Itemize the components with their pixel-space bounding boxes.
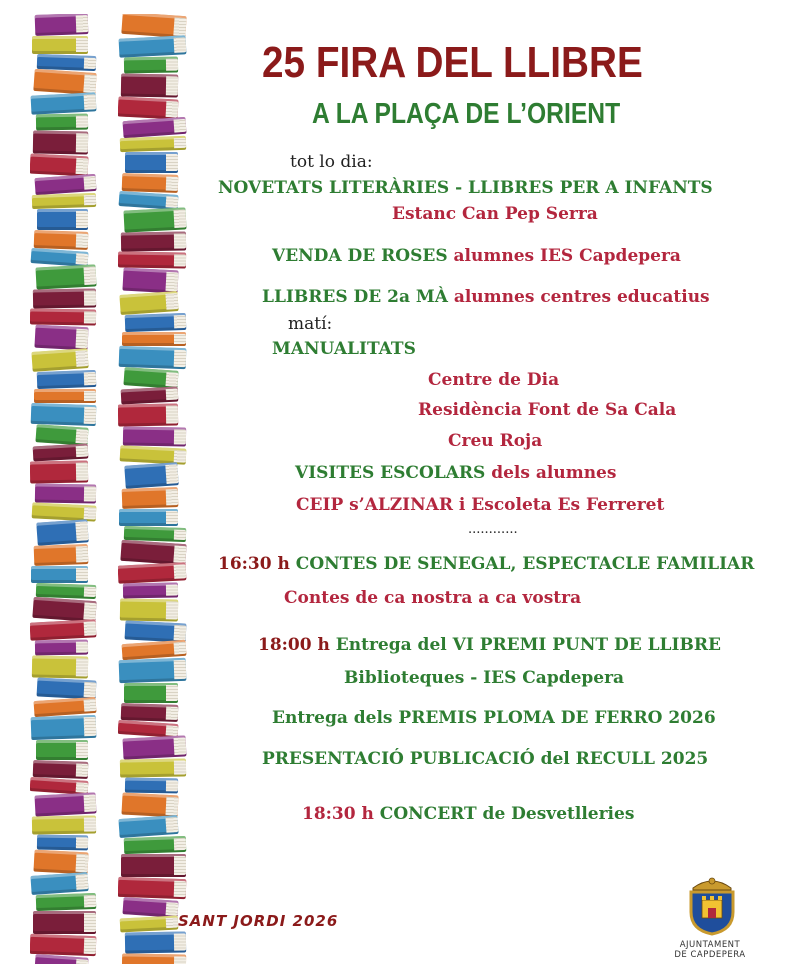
segona-ma-title: LLIBRES DE 2a MÀ bbox=[262, 287, 448, 307]
book-spine bbox=[119, 509, 178, 526]
book-spine bbox=[31, 348, 88, 372]
residencia-line: Residència Font de Sa Cala bbox=[418, 400, 677, 420]
book-spine bbox=[33, 131, 88, 155]
ajuntament-label-line1: AJUNTAMENT bbox=[679, 940, 741, 950]
book-spine bbox=[34, 792, 96, 816]
book-spine bbox=[120, 758, 186, 777]
book-spine bbox=[33, 850, 88, 875]
ajuntament-label bbox=[660, 940, 760, 960]
book-spine bbox=[30, 934, 96, 956]
separator: ............ bbox=[468, 522, 518, 537]
roses-line bbox=[272, 245, 681, 267]
book-spine bbox=[120, 540, 186, 565]
creu-roja-line: Creu Roja bbox=[448, 431, 543, 451]
concert-line bbox=[302, 803, 634, 825]
book-spine bbox=[122, 173, 179, 193]
book-spine bbox=[32, 502, 97, 521]
book-spine bbox=[31, 92, 97, 114]
book-spine bbox=[123, 207, 186, 232]
book-spine bbox=[32, 597, 96, 622]
book-spine bbox=[121, 387, 179, 405]
book-spine bbox=[119, 35, 187, 57]
time-1800: 18:00 h bbox=[258, 635, 330, 655]
morning-label: matí: bbox=[288, 314, 333, 334]
book-spine bbox=[35, 483, 96, 503]
book-spine bbox=[35, 14, 89, 36]
centre-dia-line: Centre de Dia bbox=[428, 370, 560, 390]
book-spine bbox=[33, 288, 96, 308]
book-spine bbox=[37, 54, 96, 71]
book-spine bbox=[30, 872, 88, 895]
book-spine bbox=[122, 332, 186, 346]
book-spine bbox=[118, 403, 178, 426]
book-spine bbox=[30, 153, 88, 176]
book-spine bbox=[120, 136, 186, 152]
book-spine bbox=[122, 487, 179, 509]
book-spine bbox=[32, 815, 96, 834]
book-spine bbox=[118, 96, 178, 119]
book-spine bbox=[30, 619, 96, 640]
book-spine bbox=[123, 583, 178, 599]
biblioteques-line: Biblioteques - IES Capdepera bbox=[344, 668, 625, 688]
book-spine bbox=[124, 836, 187, 854]
time-1630: 16:30 h bbox=[218, 554, 290, 574]
book-spine bbox=[35, 424, 88, 446]
book-spine bbox=[34, 544, 89, 566]
recull-line: PRESENTACIÓ PUBLICACIÓ del RECULL 2025 bbox=[262, 749, 709, 769]
book-spine bbox=[37, 370, 97, 389]
book-spine bbox=[121, 74, 178, 98]
book-spine bbox=[122, 268, 178, 294]
poster-subtitle: A LA PLAÇA DE L’ORIENT bbox=[312, 98, 621, 130]
book-spine bbox=[121, 793, 178, 818]
roses-detail: alumnes IES Capdepera bbox=[453, 246, 681, 266]
book-stack-left bbox=[30, 14, 100, 964]
book-spine bbox=[121, 854, 186, 877]
contes-line bbox=[218, 553, 754, 575]
book-spine bbox=[119, 191, 179, 210]
ajuntament-label-line2: DE CAPDEPERA bbox=[674, 950, 746, 960]
visites-detail: dels alumnes bbox=[491, 463, 617, 483]
book-spine bbox=[118, 251, 186, 268]
time-1830: 18:30 h bbox=[302, 804, 374, 824]
book-spine bbox=[119, 658, 187, 683]
book-spine bbox=[122, 117, 186, 138]
book-spine bbox=[120, 598, 178, 621]
book-spine bbox=[35, 264, 96, 289]
poster-title: 25 FIRA DEL LLIBRE bbox=[262, 38, 643, 87]
book-spine bbox=[31, 715, 97, 740]
poster-content bbox=[200, 0, 790, 977]
segona-ma-line bbox=[262, 286, 710, 308]
book-spine bbox=[37, 835, 88, 851]
book-spine bbox=[122, 897, 178, 918]
book-spine bbox=[123, 426, 186, 446]
visites-title: VISITES ESCOLARS bbox=[295, 463, 486, 483]
book-spine bbox=[118, 562, 186, 584]
book-spine bbox=[31, 248, 89, 267]
book-spine bbox=[121, 231, 186, 251]
book-spine bbox=[33, 760, 89, 779]
contes-title: CONTES DE SENEGAL, ESPECTACLE FAMILIAR bbox=[295, 554, 755, 574]
book-spine bbox=[122, 953, 186, 964]
concert-title: CONCERT de Desvetlleries bbox=[379, 804, 635, 824]
book-spine bbox=[121, 703, 179, 722]
book-spine bbox=[36, 740, 88, 760]
book-spine bbox=[121, 14, 186, 38]
book-spine bbox=[31, 403, 97, 426]
book-spine bbox=[37, 677, 97, 699]
book-spine bbox=[123, 367, 178, 389]
book-spine bbox=[30, 308, 96, 325]
book-spine bbox=[125, 778, 178, 794]
book-spine bbox=[36, 893, 97, 911]
sant-jordi-footer: SANT JORDI 2026 bbox=[178, 912, 339, 930]
novetats-line: NOVETATS LITERÀRIES - LLIBRES PER A INFANTS bbox=[218, 178, 713, 198]
book-spine bbox=[33, 911, 96, 934]
book-spine bbox=[124, 57, 178, 74]
book-spine bbox=[34, 230, 89, 250]
book-spine bbox=[118, 815, 178, 838]
book-spine bbox=[125, 931, 186, 953]
book-spine bbox=[31, 566, 88, 583]
manualitats-line: MANUALITATS bbox=[272, 339, 416, 359]
book-spine bbox=[124, 683, 178, 703]
book-spine bbox=[36, 519, 88, 546]
book-spine bbox=[125, 152, 178, 173]
book-spine bbox=[34, 325, 88, 351]
book-spine bbox=[119, 291, 178, 315]
book-spine bbox=[36, 114, 88, 131]
roses-title: VENDA DE ROSES bbox=[272, 246, 448, 266]
book-spine bbox=[32, 36, 88, 54]
book-spine bbox=[34, 174, 96, 195]
book-spine bbox=[33, 69, 96, 95]
book-spine bbox=[35, 640, 88, 656]
book-spine bbox=[122, 735, 186, 759]
book-spine bbox=[118, 877, 186, 899]
contes-subtitle: Contes de ca nostra a ca vostra bbox=[284, 588, 582, 608]
book-spine bbox=[125, 620, 187, 642]
estanc-line: Estanc Can Pep Serra bbox=[392, 204, 598, 224]
capdepera-crest-icon bbox=[685, 872, 739, 936]
book-spine bbox=[124, 462, 178, 489]
book-spine bbox=[120, 915, 179, 932]
book-stack-right bbox=[118, 14, 190, 964]
premi-line bbox=[258, 634, 721, 656]
book-spine bbox=[34, 697, 97, 717]
premi-title: Entrega del VI PREMI PUNT DE LLIBRE bbox=[335, 635, 721, 655]
book-spine bbox=[32, 193, 96, 209]
ceip-line: CEIP s’ALZINAR i Escoleta Es Ferreret bbox=[296, 495, 665, 515]
all-day-label: tot lo dia: bbox=[290, 152, 373, 172]
book-spine bbox=[37, 209, 88, 230]
book-spine bbox=[125, 313, 187, 332]
book-spine bbox=[33, 444, 89, 462]
segona-ma-detail: alumnes centres educatius bbox=[453, 287, 710, 307]
ploma-line: Entrega dels PREMIS PLOMA DE FERRO 2026 bbox=[272, 708, 716, 728]
book-spine bbox=[30, 460, 88, 483]
visites-line bbox=[295, 462, 616, 484]
book-spine bbox=[34, 389, 96, 403]
book-spine bbox=[119, 346, 187, 369]
book-spine bbox=[32, 656, 88, 679]
